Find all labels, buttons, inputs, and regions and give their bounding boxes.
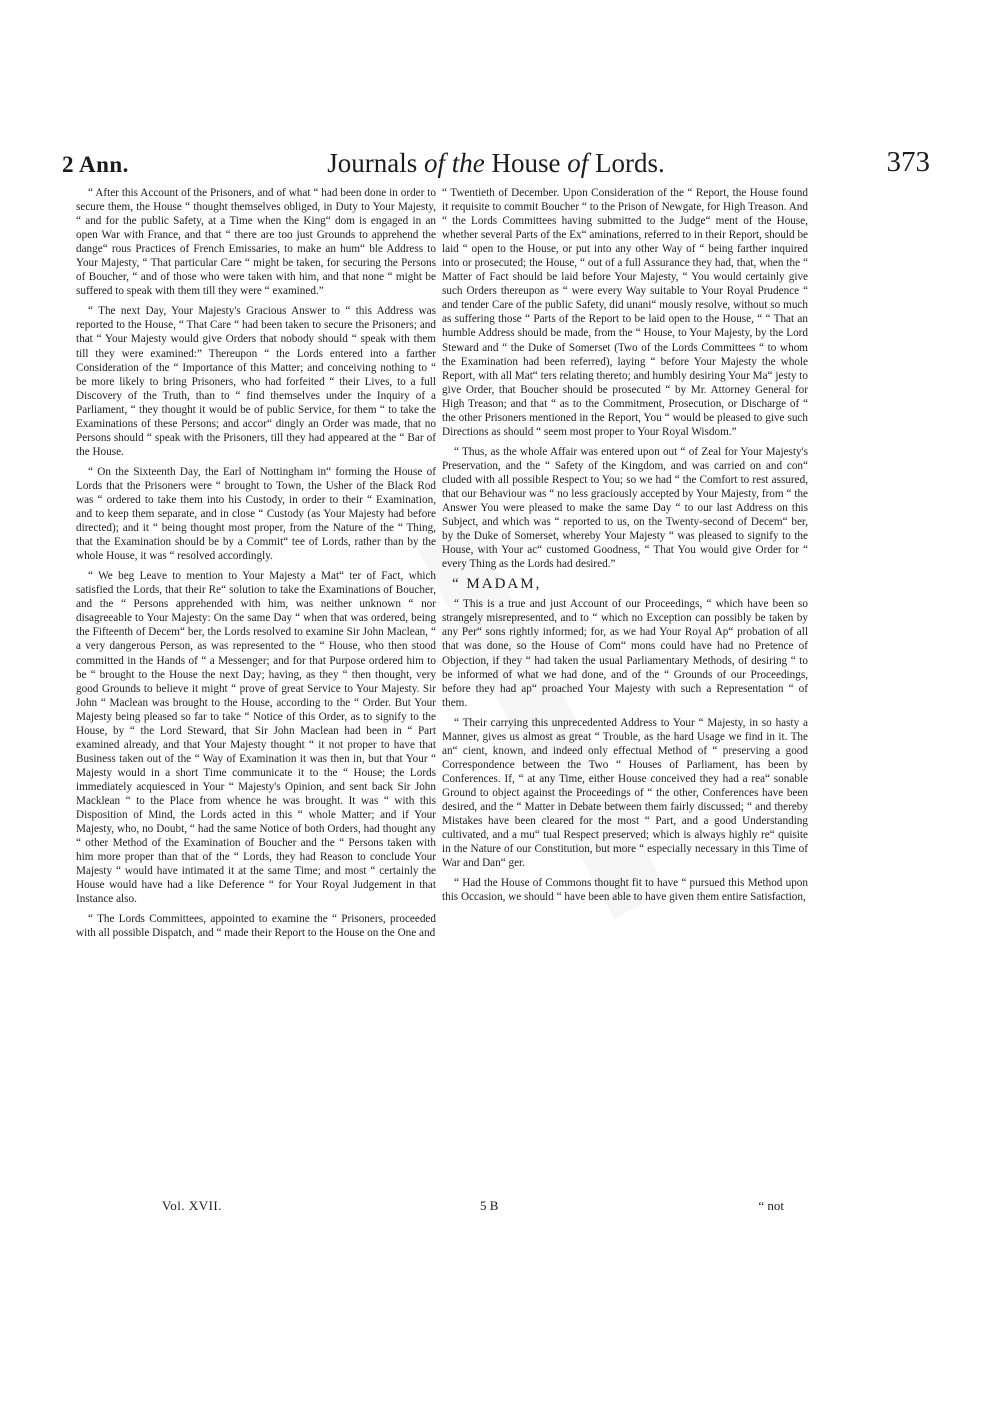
- paragraph: “ We beg Leave to mention to Your Majesty a Mat“ ter of Fact, which satisfied the Lords, that their Re“ solution to take the Examinations of Boucher, and the “ Persons apprehended with him, was neither unknown “ nor disagreeable to Your Majesty: On the same Day “ when that was ordered, being the Fifteenth of Decem“ ber, the Lords resolved to examine Sir John Maclean, “ a very dangerous Person, as was represented to the “ House, who then stood committed in the Hands of “ a Messenger; and for that Purpose ordered him to be “ brought to the House the next Day; having, as they “ then thought, very good Grounds to believe it might “ prove of great Service to Your Majesty. Sir John “ Maclean was brought to the House, according to the “ Order. But Your Majesty being pleased so far to take “ Notice of this Order, as to signify to the House, by “ the Lord Steward, that Sir John Maclean had been in “ Part examined already, and that Your Majesty thought “ it not proper to have that Business taken out of the “ Way of Examination it was then in, but that Your “ Majesty would in a short Time communicate it to the “ House; the Lords immediately acquiesced in Your “ Majesty's Opinion, and sent back Sir John Macklean “ to the Place from whence he was brought. It was “ with this Disposition of Mind, the Lords acted in this “ whole Matter; and if Your Majesty, who, no Doubt, “ had the same Notice of both Orders, had thought any “ other Method of the Examination of Boucher and the “ Persons taken with him more proper than that of the “ Lords, they had Reason to conclude Your Majesty “ would have intimated it at the same Time; and most “ certainly the House would have had a like Deference “ for Your Royal Judgement in that Instance also.: [76, 570, 436, 906]
- signature-mark: 5 B: [480, 1198, 499, 1213]
- paragraph: “ The Lords Committees, appointed to examine the “ Prisoners, proceeded with all possible Dispatch, and “ made their Report to the House on the One and: [76, 913, 436, 940]
- right-column: [442, 186, 808, 910]
- title-part: Journals: [327, 148, 424, 178]
- title-part: Lords.: [595, 148, 665, 178]
- journal-title: [62, 148, 930, 179]
- paragraph: “ On the Sixteenth Day, the Earl of Nottingham in“ forming the House of Lords that the Prisoners were “ brought to Town, the Usher of the Black Rod was “ ordered to take them into his Custody, in order to their “ Examination, and to keep them separate, and in close “ Custody (as Your Majesty had before directed); and it “ being thought most proper, from the Nature of the “ Thing, that the Examination should be by a Commit“ tee of Lords, rather than by the whole House, it was “ resolved accordingly.: [76, 465, 436, 563]
- paragraph: “ After this Account of the Prisoners, and of what “ had been done in order to secure them, the House “ thought themselves obliged, in Duty to Your Majesty, “ and for the public Safety, at a Time when the King“ dom is engaged in an open War with France, and that “ there are too just Grounds to apprehend the dange“ rous Practices of French Emissaries, to make an hum“ ble Address to Your Majesty, “ That particular Care “ might be taken, for securing the Persons of Boucher, “ and of those who were taken with him, and that none “ might be suffered to speak with them till they were “ examined.”: [76, 187, 436, 298]
- title-part: of the: [423, 148, 492, 178]
- paragraph: “ This is a true and just Account of our Proceedings, “ which have been so strangely misrepresented, and to “ which no Exception can possibly be taken by any Per“ sons rightly informed; for, as we had Your Royal Ap“ probation of all that was done, so the House of Com“ mons could have had no Pretence of Objection, if they “ had taken the usual Parliamentary Methods, of desiring “ to be informed of what we had done, and of the “ Grounds of our Proceedings, before they had ap“ proached Your Majesty with such a Representation “ of them.: [442, 598, 808, 709]
- page-number: 373: [886, 146, 930, 178]
- running-header: [62, 146, 930, 186]
- paragraph: “ Twentieth of December. Upon Consideration of the “ Report, the House found it requisite to commit Boucher “ to the Prison of Newgate, for High Treason. And “ the Lords Committees having submitted to the Judge“ ment of the House, whether several Parts of the Ex“ aminations, referred to in their Report, should be laid “ open to the House, or put into any other Way of “ being farther inquired into or prosecuted; the House, “ out of a full Assurance they had, that, when the “ Matter of Fact should be laid before Your Majesty, “ You would certainly give such Orders thereupon as “ were every Way suitable to Your Royal Prudence “ and tender Care of the public Safety, did unani“ mously resolve, without so much as suffering those “ Parts of the Report to be laid open to the House, “ “ That an humble Address should be made, from the “ House, to Your Majesty, by the Lord Steward and “ the Duke of Somerset (Two of the Lords Committees “ to whom the Examination had been referred), laying “ before Your Majesty the whole Report, with all Mat“ ters relating thereto; and humbly desiring Your Ma“ jesty to give Order, that Boucher should be prosecuted “ by Mr. Attorney General for High Treason; and that “ as to the Commitment, Prosecution, or Discharge of “ the other Prisoners mentioned in the Report, You “ would be pleased to give such Directions as should “ seem most proper to Your Royal Wisdom.”: [442, 187, 808, 438]
- title-part: House: [491, 148, 568, 178]
- catchword: “ not: [758, 1198, 784, 1213]
- page-footer: [62, 1198, 930, 1220]
- volume-label: Vol. XVII.: [162, 1198, 223, 1213]
- paragraph: “ Their carrying this unprecedented Address to Your “ Majesty, in so hasty a Manner, gives us almost as great “ Trouble, as the hard Usage we find in it. The an“ cient, known, and indeed only effectual Method of “ preserving a good Correspondence between the Two “ Houses of Parliament, has been by Conferences. If, “ at any Time, either House conceived they had a rea“ sonable Ground to object against the Proceedings of “ the other, Conferences have been desired, and the “ Matter in Debate between them fairly discussed; “ and thereby Mistakes have been cleared for the most “ Part, and a good Understanding cultivated, and a mu“ tual Respect preserved; which is always highly re“ quisite in the Nature of our Constitution, but more “ especially necessary in this Time of War and Dan“ ger.: [442, 716, 808, 870]
- paragraph: “ Had the House of Commons thought fit to have “ pursued this Method upon this Occasion, we should “ have been able to have given them entire Satisfaction,: [442, 877, 808, 904]
- paragraph: “ Thus, as the whole Affair was entered upon out “ of Zeal for Your Majesty's Preservation, and the “ Safety of the Kingdom, and was carried on and con“ cluded with all possible Respect to You; so we had “ the Comfort to rest assured, that our Behaviour was “ no less graciously accepted by Your Majesty, from “ the Answer You were pleased to make the same Day “ to our last Address on this Subject, and which was “ reported to us, on the Twenty-second of Decem“ ber, by the Duke of Somerset, whereby Your Majesty “ was pleased to signify to the House, with Your ac“ customed Goodness, “ That You would give Order for “ every Thing as the Lords had desired.”: [442, 445, 808, 571]
- paragraph: “ The next Day, Your Majesty's Gracious Answer to “ this Address was reported to the House, “ That Care “ had been taken to secure the Prisoners; and that “ Your Majesty would give Orders that nobody should “ speak with them till they were examined:” Thereupon “ the Lords entered into a farther Consideration of the “ Importance of this Matter; and conceiving nothing to “ be more likely to bring Prisoners, who had forfeited “ their Lives, to a full Discovery of the Truth, than to “ find themselves under the Inquiry of a Parliament, “ they thought it would be of public Service, for them “ to take the Examinations of these Persons; and accor“ dingly an Order was made, that no Persons should “ speak with the Prisoners, till they had appeared at the “ Bar of the House.: [76, 305, 436, 458]
- regnal-year: 2 Ann.: [62, 152, 129, 177]
- section-heading: “ MADAM,: [452, 576, 542, 593]
- left-column: [76, 186, 436, 946]
- title-part: of: [567, 148, 595, 178]
